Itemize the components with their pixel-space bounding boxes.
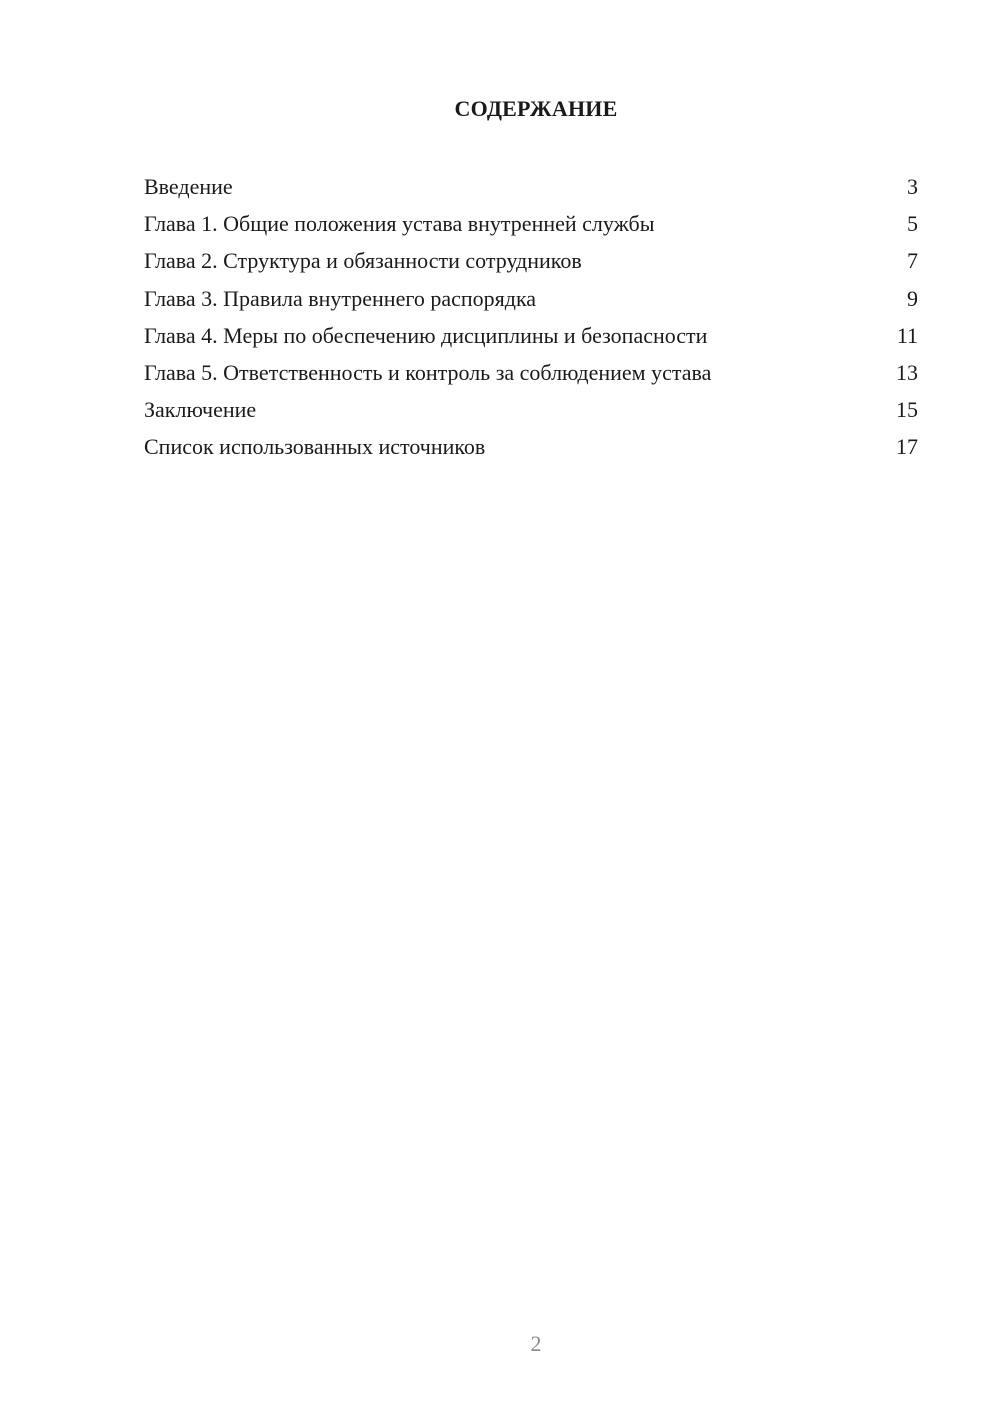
toc-entry-page: 13 (896, 359, 918, 385)
toc-entry-page: 11 (896, 322, 918, 348)
toc-entry-label: Введение (144, 174, 233, 199)
toc-entry-label: Глава 3. Правила внутреннего распорядка (144, 285, 537, 311)
toc-entry-references (144, 428, 918, 465)
toc-entry-page: 15 (896, 397, 918, 423)
toc-entry-page: 9 (907, 285, 918, 311)
toc-entry-label: Глава 4. Меры по обеспечению дисциплины и безопасности (144, 322, 708, 348)
toc-entry-chapter-4 (144, 317, 918, 354)
toc-entry-chapter-3 (144, 280, 918, 317)
toc-entry-chapter-5 (144, 354, 918, 391)
toc-entry-label: Глава 1. Общие положения устава внутренней службы (144, 211, 655, 237)
table-of-contents (144, 168, 918, 466)
toc-entry-page: 17 (896, 434, 918, 460)
page-number: 2 (530, 1331, 542, 1356)
toc-entry-conclusion (144, 391, 918, 428)
toc-entry-page: 5 (907, 211, 918, 237)
toc-entry-chapter-2 (144, 242, 918, 279)
toc-entry-label: Заключение (144, 397, 257, 423)
toc-title: СОДЕРЖАНИЕ (454, 96, 618, 121)
toc-entry-introduction (144, 168, 918, 205)
toc-entry-page: 3 (907, 174, 918, 199)
toc-entry-label: Глава 5. Ответственность и контроль за соблюдением устава (144, 359, 712, 385)
toc-entry-chapter-1 (144, 205, 918, 242)
toc-entry-label: Список использованных источников (144, 434, 486, 460)
toc-entry-label: Глава 2. Структура и обязанности сотрудников (144, 248, 582, 274)
toc-entry-page: 7 (907, 248, 918, 274)
